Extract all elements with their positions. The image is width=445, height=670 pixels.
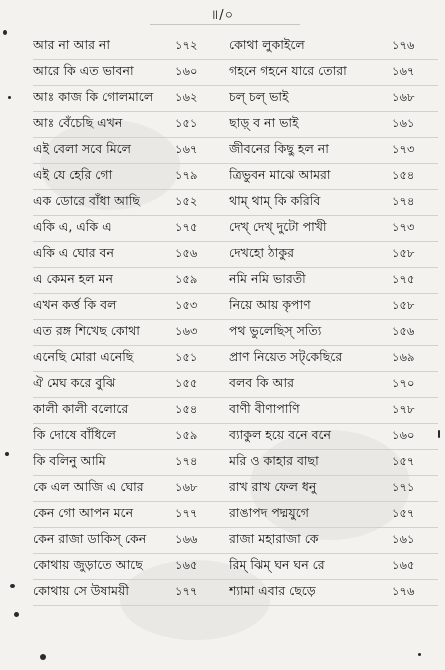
page-ref-right: ১৫৪ [392,168,415,182]
index-row [33,268,438,294]
page-ref-left: ১৫৪ [175,402,198,416]
index-row [33,112,438,138]
page-ref-right: ১৭৬ [392,38,415,52]
index-row [33,580,438,606]
first-line-left: আরে কি এত ভাবনা [33,62,134,78]
first-line-left: একি এ, একি এ [33,218,112,234]
first-line-left: এত রঙ্গ শিখেছ কোথা [33,322,140,338]
first-line-right: ত্রিভুবন মাঝে আমরা [229,166,331,182]
first-line-left: একি এ ঘোর বন [33,244,114,260]
first-line-right: মরি ও কাহার বাছা [229,452,319,468]
first-line-right: ছাড়্ ব না ভাই [229,114,299,130]
first-line-right: দেখহো ঠাকুর [229,244,294,260]
index-row [33,242,438,268]
first-line-left: আঃ কাজ কি গোলমালে [33,88,154,104]
first-line-right: পথ ভুলেছিস্ সত্যি [229,322,322,338]
index-row [33,216,438,242]
page-ref-right: ১৬১ [392,532,415,546]
index-row [33,554,438,580]
first-line-right: বলব কি আর [229,374,294,390]
first-line-left: কেন গো আপন মনে [33,504,134,520]
index-row [33,138,438,164]
first-line-left: আঃ বেঁচেছি এখন [33,114,123,130]
ink-speck [3,30,7,35]
page-ref-left: ১৭২ [175,38,198,52]
first-line-left: এই যে হেরি গো [33,166,113,182]
index-row [33,60,438,86]
first-line-right: কোথা লুকাইলে [229,36,305,52]
page-ref-right: ১৫৬ [392,324,415,338]
index-row [33,502,438,528]
page-ref-left: ১৫৬ [175,246,198,260]
first-line-left: কে এল আজি এ ঘোর [33,478,144,494]
page-ref-right: ১৭০ [392,376,415,390]
index-row [33,164,438,190]
page-number: ॥/০ [210,8,235,23]
ink-speck [5,452,9,456]
page-ref-left: ১৫১ [175,350,198,364]
page-ref-left: ১৭৭ [175,506,198,520]
ink-speck [14,612,19,617]
index-row [33,372,438,398]
first-line-left: কালী কালী বলোরে [33,400,129,416]
first-line-left: এই বেলা সবে মিলে [33,140,131,156]
ink-speck [8,96,11,99]
page-ref-right: ১৭৪ [392,194,415,208]
index-row [33,476,438,502]
page-ref-left: ১৭৭ [175,584,198,598]
page-ref-right: ১৬০ [392,428,415,442]
first-line-right: প্রাণ নিয়েত সট্‌কেছিরে [229,348,343,364]
first-line-right: রাখ রাখ ফেল ধনু [229,478,317,494]
first-line-left: এনেছি মোরা এনেছি [33,348,134,364]
first-line-left: কোথায় সে উষাময়ী [33,582,129,598]
first-line-left: এখন কর্ত্ত কি বল [33,296,117,312]
first-line-left: এক ডোরে বাঁধা আছি [33,192,140,208]
first-line-right: থাম্ থাম্ কি করিবি [229,192,321,208]
first-line-right: শ্যামা এবার ছেড়ে [229,582,316,598]
song-index-table [33,34,438,606]
index-row [33,34,438,60]
page-ref-left: ১৭৫ [175,220,198,234]
page-ref-right: ১৫৭ [392,506,415,520]
page-ref-right: ১৭৫ [392,272,415,286]
page-ref-left: ১৬৩ [175,324,198,338]
index-row [33,320,438,346]
page-ref-right: ১৬১ [392,116,415,130]
page-ref-left: ১৬২ [175,90,198,104]
ink-speck [418,653,421,656]
page-ref-left: ১৭৪ [175,454,198,468]
index-row [33,346,438,372]
page-ref-right: ১৬৯ [392,350,415,364]
page-ref-left: ১৬০ [175,64,198,78]
first-line-right: চল্ চল্ ভাই [229,88,289,104]
page-ref-right: ১৫৮ [392,246,415,260]
first-line-right: ব্যাকুল হয়ে বনে বনে [229,426,332,442]
ink-speck [438,430,440,438]
page-ref-right: ১৫৮ [392,298,415,312]
first-line-left: কোথায় জুড়াতে আছে [33,556,143,572]
page-ref-left: ১৬৭ [175,142,198,156]
index-row [33,86,438,112]
page-ref-left: ১৫৯ [175,272,198,286]
page-ref-left: ১৬৫ [175,558,198,572]
first-line-right: নিয়ে আয় কৃপাণ [229,296,311,312]
page-ref-right: ১৬৫ [392,558,415,572]
first-line-left: এ কেমন হল মন [33,270,113,286]
page-ref-right: ১৬৮ [392,90,415,104]
ink-speck [10,584,15,588]
page-ref-left: ১৫৫ [175,376,198,390]
page-ref-right: ১৭৩ [392,220,415,234]
first-line-left: ঐ মেঘ করে বুঝি [33,374,116,390]
first-line-right: দেখ্ দেখ্ দুটো পাখী [229,218,327,234]
page-ref-left: ১৫৯ [175,428,198,442]
first-line-right: জীবনের কিছু হল না [229,140,329,156]
index-row [33,450,438,476]
page-ref-left: ১৭৯ [175,168,198,182]
first-line-right: রিম্ ঝিম্ ঘন ঘন রে [229,556,325,572]
page-ref-right: ১৫৭ [392,454,415,468]
first-line-right: রাজা মহারাজা কে [229,530,319,546]
index-row [33,294,438,320]
page-ref-left: ১৫২ [175,194,198,208]
page-ref-right: ১৭৮ [392,402,415,416]
page-ref-left: ১৫৩ [175,298,198,312]
first-line-right: রাঙাপদ পদ্মযুগে [229,504,309,520]
first-line-left: আর না আর না [33,36,111,52]
first-line-right: নমি নমি ভারতী [229,270,306,286]
page-ref-left: ১৫১ [175,116,198,130]
header-rule [150,24,300,25]
first-line-left: কি বলিনু আমি [33,452,106,468]
index-row [33,424,438,450]
first-line-left: কি দোষে বাঁধিলে [33,426,116,442]
index-row [33,190,438,216]
page-ref-right: ১৭১ [392,480,415,494]
first-line-right: গহনে গহনে যারে তোরা [229,62,347,78]
page-ref-left: ১৬৬ [175,532,198,546]
page-ref-right: ১৭৩ [392,142,415,156]
page-ref-right: ১৭৬ [392,584,415,598]
index-row [33,528,438,554]
page-ref-right: ১৬৭ [392,64,415,78]
first-line-left: কেন রাজা ডাকিস্ কেন [33,530,147,546]
index-row [33,398,438,424]
page-ref-left: ১৬৮ [175,480,198,494]
ink-speck [40,654,46,660]
first-line-right: বাণী বীণাপাণি [229,400,300,416]
